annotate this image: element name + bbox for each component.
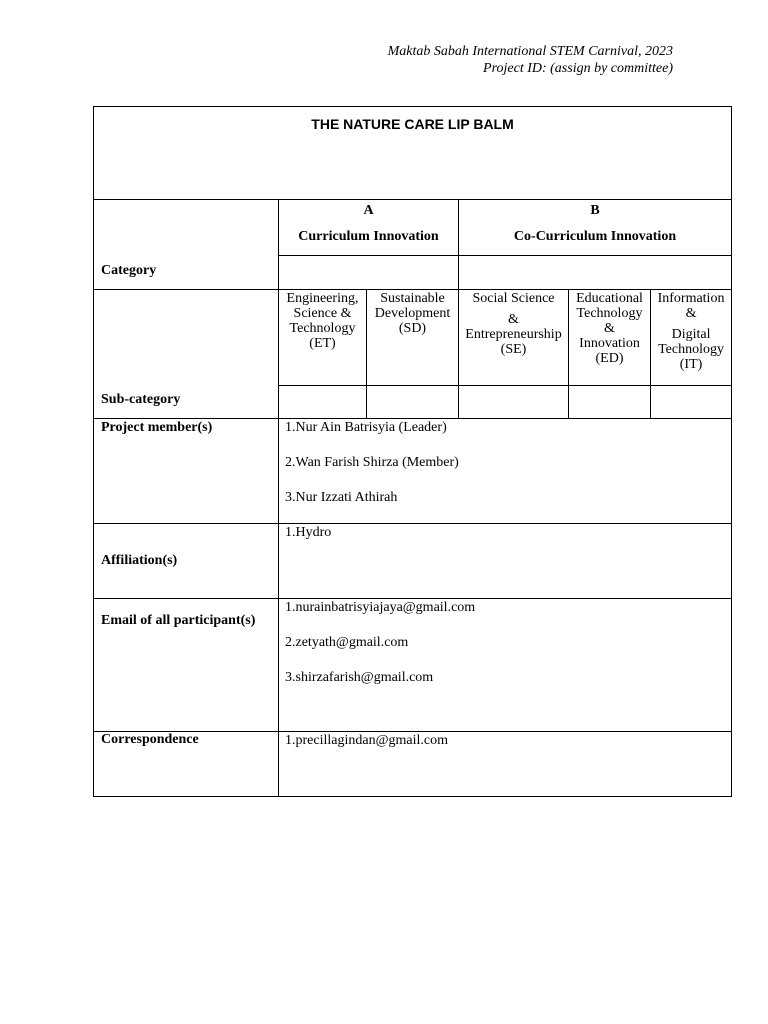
subcategory-se-checkbox-cell[interactable] [459,386,569,419]
project-title: THE NATURE CARE LIP BALM [94,107,732,200]
email-2: 2.zetyath@gmail.com [285,635,409,650]
subcategory-sd-checkbox-cell[interactable] [367,386,459,419]
affiliation-value: 1.Hydro [279,524,732,599]
subcategory-it: Information & Digital Technology (IT) [651,290,732,386]
subcategory-et-checkbox-cell[interactable] [279,386,367,419]
category-a-checkbox-cell[interactable] [279,256,459,290]
category-label: Category [94,200,279,290]
category-b-letter: B [590,203,600,218]
document-header [388,43,673,77]
subcategory-sd: Sustainable Development (SD) [367,290,459,386]
category-b-checkbox-cell[interactable] [459,256,732,290]
carnival-name: Maktab Sabah International STEM Carnival, 2023 [387,44,673,59]
category-b-header [459,200,732,256]
subcategory-se: Social Science & Entrepreneurship (SE) [459,290,569,386]
correspondence-label: Correspondence [94,732,279,797]
member-3: 3.Nur Izzati Athirah [285,490,398,505]
project-members-value [279,419,732,524]
category-b-name: Co-Curriculum Innovation [513,229,677,244]
subcategory-ed-checkbox-cell[interactable] [569,386,651,419]
affiliation-label: Affiliation(s) [94,524,279,599]
member-1: 1.Nur Ain Batrisyia (Leader) [285,420,447,435]
category-a-name: Curriculum Innovation [298,229,439,244]
project-id-line: Project ID: (assign by committee) [483,61,673,76]
email-1: 1.nurainbatrisyiajaya@gmail.com [285,600,476,615]
emails-label: Email of all participant(s) [94,599,279,732]
emails-value [279,599,732,732]
member-2: 2.Wan Farish Shirza (Member) [285,455,459,470]
subcategory-it-checkbox-cell[interactable] [651,386,732,419]
category-a-letter: A [363,203,374,218]
email-3: 3.shirzafarish@gmail.com [285,670,434,685]
registration-form-table [93,106,732,797]
project-members-label: Project member(s) [94,419,279,524]
category-a-header [279,200,459,256]
correspondence-value: 1.precillagindan@gmail.com [279,732,732,797]
subcategory-et: Engineering, Science & Technology (ET) [279,290,367,386]
subcategory-ed: Educational Technology & Innovation (ED) [569,290,651,386]
subcategory-label: Sub-category [94,290,279,419]
